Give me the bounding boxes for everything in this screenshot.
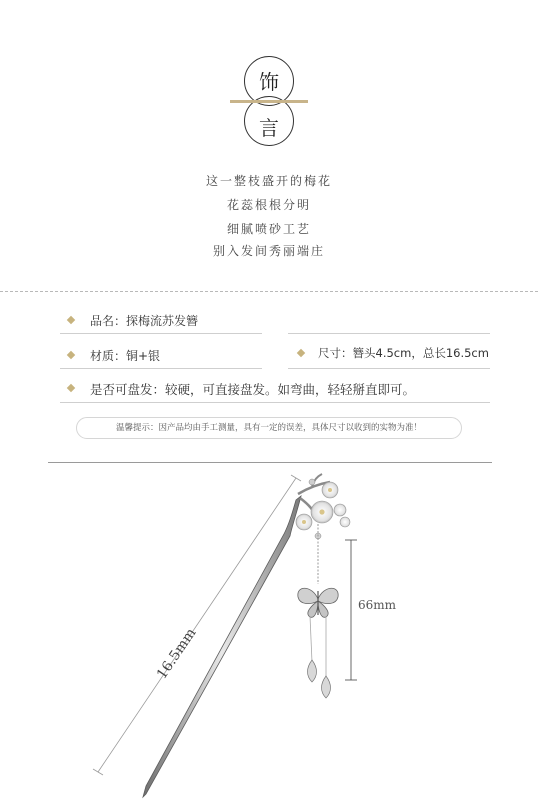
bullet-diamond-icon	[67, 351, 75, 359]
spec-size: 尺寸：簪头4.5cm，总长16.5cm	[318, 346, 489, 360]
poem-line-4: 别入发间秀丽端庄	[212, 244, 325, 258]
plum-blossom-icon	[322, 482, 338, 498]
spec-usage: 是否可盘发：较硬，可直接盘发。如弯曲，轻轻掰直即可。	[90, 382, 416, 397]
butterfly-charm-icon	[298, 588, 338, 617]
hairpin-product-image	[0, 464, 538, 800]
section-divider	[0, 291, 538, 292]
spec-underline	[60, 333, 262, 334]
bullet-diamond-icon	[297, 349, 305, 357]
bullet-diamond-icon	[67, 384, 75, 392]
pendant-length-label: 66mm	[358, 598, 397, 612]
poem-line-1: 这一整枝盛开的梅花	[205, 174, 332, 188]
spec-name: 品名：探梅流苏发簪	[90, 314, 199, 328]
logo-char-top: 饰	[259, 70, 279, 94]
spec-underline	[60, 368, 262, 369]
spec-underline	[60, 402, 490, 403]
spec-underline	[288, 368, 490, 369]
tip-banner: 温馨提示：因产品均由手工测量，具有一定的误差，具体尺寸以收到的实物为准！	[76, 417, 462, 439]
length-label: 16.5mm	[153, 625, 200, 683]
bullet-diamond-icon	[67, 316, 75, 324]
logo-bar	[230, 100, 308, 103]
brand-logo	[244, 56, 294, 146]
poem-line-2: 花蕊根根分明	[226, 198, 311, 212]
section-divider	[48, 462, 492, 463]
spec-material: 材质：铜+银	[90, 349, 161, 363]
poem-line-3: 细腻喷砂工艺	[226, 222, 311, 236]
logo-char-bottom: 言	[259, 116, 279, 140]
spec-underline	[288, 333, 490, 334]
